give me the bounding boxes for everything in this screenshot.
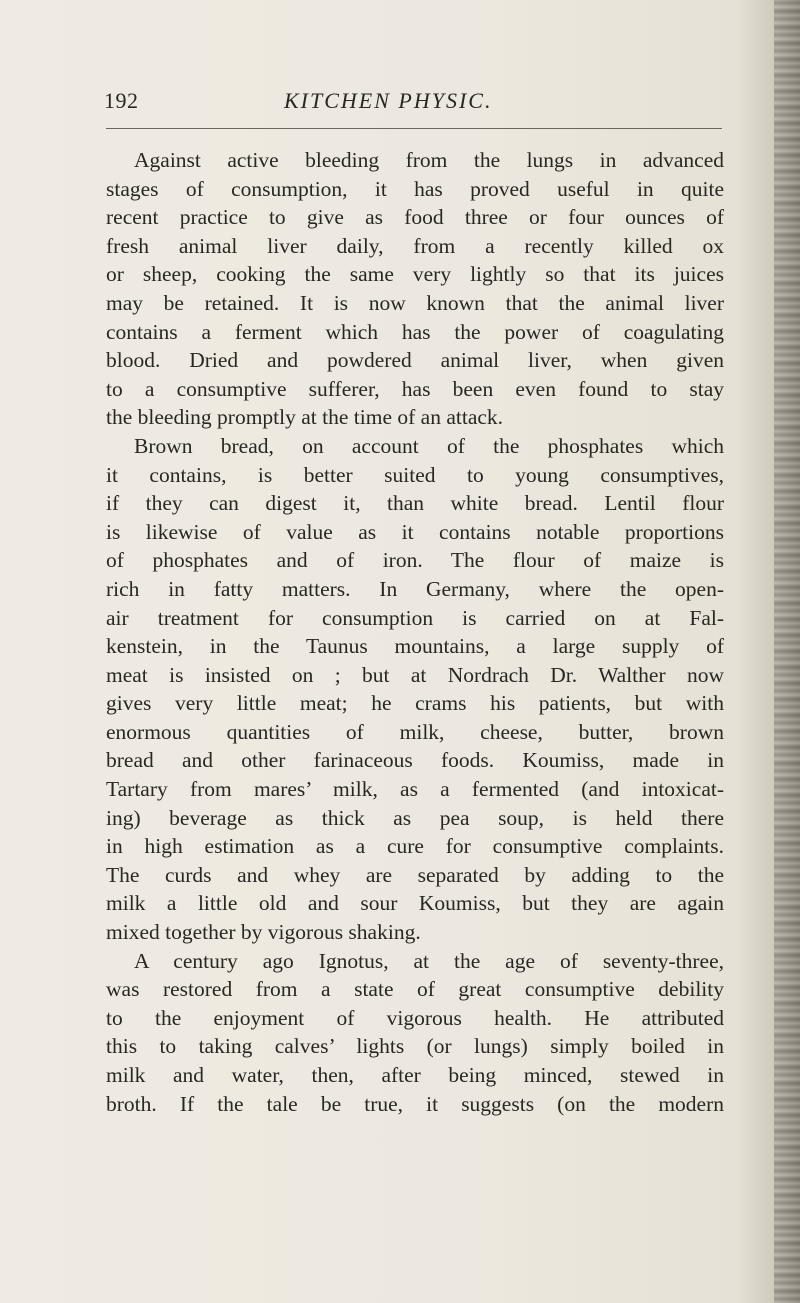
book-binding-edge — [774, 0, 800, 1303]
text-line: to a consumptive sufferer, has been even found to stay — [106, 376, 724, 401]
text-line: of phosphates and of iron. The flour of maize is — [106, 548, 724, 573]
text-line: stages of consumption, it has proved useful in quite — [106, 176, 724, 201]
body-text — [106, 146, 724, 1118]
text-line: A century ago Ignotus, at the age of seventy-three, — [134, 948, 724, 973]
text-line: The curds and whey are separated by adding to the — [106, 862, 724, 887]
text-line: to the enjoyment of vigorous health. He attributed — [106, 1005, 724, 1030]
text-line: fresh animal liver daily, from a recently killed ox — [106, 233, 724, 258]
text-line: is likewise of value as it contains notable proportions — [106, 519, 724, 544]
text-line: gives very little meat; he crams his patients, but with — [106, 691, 724, 716]
text-line: was restored from a state of great consumptive debility — [106, 977, 724, 1002]
text-line: broth. If the tale be true, it suggests (on the modern — [106, 1091, 724, 1116]
text-line: Tartary from mares’ milk, as a fermented (and intoxicat- — [106, 777, 724, 802]
text-line: kenstein, in the Taunus mountains, a large supply of — [106, 634, 724, 659]
text-line: mixed together by vigorous shaking. — [106, 920, 421, 945]
paragraph-ignotus — [106, 947, 724, 1119]
text-line: blood. Dried and powdered animal liver, when given — [106, 348, 724, 373]
text-line: may be retained. It is now known that the animal liver — [106, 290, 724, 315]
page-number: 192 — [104, 88, 139, 113]
text-line: it contains, is better suited to young consumptives, — [106, 462, 724, 487]
text-line: contains a ferment which has the power of coagulating — [106, 319, 724, 344]
text-line: ing) beverage as thick as pea soup, is held there — [106, 805, 724, 830]
header-rule — [106, 128, 722, 129]
page-header — [104, 88, 724, 118]
text-line: Against active bleeding from the lungs in advanced — [134, 148, 724, 172]
text-line: bread and other farinaceous foods. Koumiss, made in — [106, 748, 724, 773]
paragraph-liver — [106, 146, 724, 432]
text-line: in high estimation as a cure for consumptive complaints. — [106, 834, 724, 859]
text-line: meat is insisted on ; but at Nordrach Dr. Walther now — [106, 662, 724, 687]
text-line: or sheep, cooking the same very lightly so that its juices — [106, 262, 724, 287]
text-line: milk a little old and sour Koumiss, but they are again — [106, 891, 724, 916]
text-line: this to taking calves’ lights (or lungs) simply boiled in — [106, 1034, 724, 1059]
running-title: KITCHEN PHYSIC. — [284, 88, 493, 113]
text-line: milk and water, then, after being minced, stewed in — [106, 1063, 724, 1087]
text-line: if they can digest it, than white bread. Lentil flour — [106, 491, 724, 516]
text-line: air treatment for consumption is carried on at Fal- — [106, 605, 724, 630]
text-line: Brown bread, on account of the phosphates which — [134, 433, 724, 458]
text-line: enormous quantities of milk, cheese, butter, brown — [106, 719, 724, 744]
paragraph-brown-bread — [106, 432, 724, 947]
text-line: the bleeding promptly at the time of an attack. — [106, 405, 504, 430]
text-line: recent practice to give as food three or four ounces of — [106, 205, 724, 230]
text-line: rich in fatty matters. In Germany, where the open- — [106, 576, 724, 601]
